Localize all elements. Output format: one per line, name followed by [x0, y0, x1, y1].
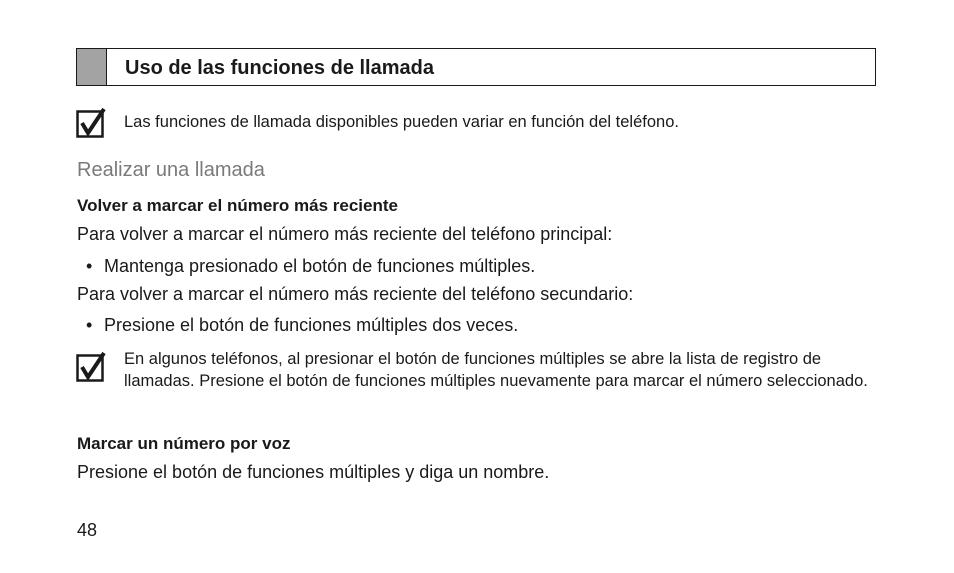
list-item-secondary	[86, 315, 518, 336]
list-item-primary	[86, 256, 535, 277]
checkmark-box-icon	[76, 352, 106, 382]
subheading-make-call: Realizar una llamada	[77, 159, 265, 181]
section-title: Uso de las funciones de llamada	[125, 57, 434, 79]
list-item-text: Mantenga presionado el botón de funciones múltiples.	[104, 256, 536, 276]
list-item-text: Presione el botón de funciones múltiples dos veces.	[104, 315, 519, 335]
heading-voice-dial: Marcar un número por voz	[77, 434, 291, 453]
note-text: En algunos teléfonos, al presionar el botón de funciones múltiples se abre la lista de registro de llamadas. Presione el botón de funciones múltiples nuevamente para marcar el número seleccionado.	[124, 350, 868, 390]
heading-redial: Volver a marcar el número más reciente	[77, 196, 398, 215]
paragraph-secondary-intro: Para volver a marcar el número más reciente del teléfono secundario:	[77, 284, 634, 304]
bullet-point: •	[86, 256, 93, 276]
bullet-point: •	[86, 315, 93, 335]
note-text: Las funciones de llamada disponibles pueden variar en función del teléfono.	[124, 113, 679, 131]
page-number: 48	[77, 520, 98, 540]
section-header-tab	[77, 49, 107, 85]
section-header	[76, 48, 876, 86]
checkmark-box-icon	[76, 108, 106, 138]
paragraph-voice-dial: Presione el botón de funciones múltiples y diga un nombre.	[77, 462, 550, 482]
paragraph-primary-intro: Para volver a marcar el número más reciente del teléfono principal:	[77, 224, 613, 244]
